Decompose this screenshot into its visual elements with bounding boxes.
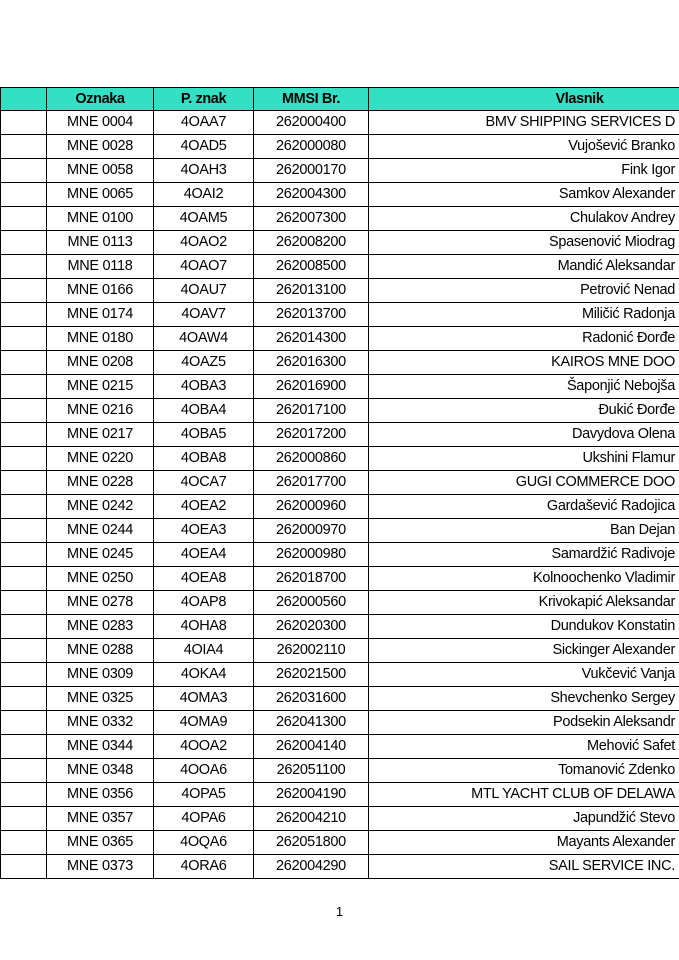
row-blank-cell (1, 519, 47, 543)
oznaka-cell: MNE 0332 (47, 711, 154, 735)
table-row (1, 135, 679, 159)
table-row (1, 423, 679, 447)
table-row (1, 399, 679, 423)
p-znak-cell: 4OBA3 (154, 375, 254, 399)
vlasnik-cell: Šaponjić Nebojša (369, 375, 679, 399)
table-body (1, 111, 679, 879)
table-row (1, 447, 679, 471)
row-blank-cell (1, 639, 47, 663)
oznaka-cell: MNE 0113 (47, 231, 154, 255)
mmsi-cell: 262013100 (254, 279, 369, 303)
vlasnik-cell: Ukshini Flamur (369, 447, 679, 471)
vlasnik-cell: Gardašević Radojica (369, 495, 679, 519)
table-row (1, 735, 679, 759)
oznaka-cell: MNE 0344 (47, 735, 154, 759)
row-blank-cell (1, 159, 47, 183)
row-blank-cell (1, 303, 47, 327)
mmsi-cell: 262051100 (254, 759, 369, 783)
header-mmsi: MMSI Br. (254, 88, 369, 111)
oznaka-cell: MNE 0028 (47, 135, 154, 159)
oznaka-cell: MNE 0065 (47, 183, 154, 207)
p-znak-cell: 4OIA4 (154, 639, 254, 663)
p-znak-cell: 4OOA2 (154, 735, 254, 759)
table-row (1, 255, 679, 279)
mmsi-cell: 262004190 (254, 783, 369, 807)
oznaka-cell: MNE 0215 (47, 375, 154, 399)
header-oznaka: Oznaka (47, 88, 154, 111)
header-row (1, 88, 679, 111)
oznaka-cell: MNE 0283 (47, 615, 154, 639)
row-blank-cell (1, 663, 47, 687)
header-vlasnik: Vlasnik (369, 88, 679, 111)
vlasnik-cell: Kolnoochenko Vladimir (369, 567, 679, 591)
oznaka-cell: MNE 0118 (47, 255, 154, 279)
p-znak-cell: 4OAO2 (154, 231, 254, 255)
vlasnik-cell: Shevchenko Sergey (369, 687, 679, 711)
vlasnik-cell: Mehović Safet (369, 735, 679, 759)
p-znak-cell: 4ORA6 (154, 855, 254, 879)
oznaka-cell: MNE 0216 (47, 399, 154, 423)
mmsi-cell: 262018700 (254, 567, 369, 591)
p-znak-cell: 4OMA3 (154, 687, 254, 711)
vlasnik-cell: Chulakov Andrey (369, 207, 679, 231)
vlasnik-cell: Petrović Nenad (369, 279, 679, 303)
table-row (1, 207, 679, 231)
oznaka-cell: MNE 0373 (47, 855, 154, 879)
table-row (1, 303, 679, 327)
page-number: 1 (335, 904, 344, 919)
table-row (1, 855, 679, 879)
table-row (1, 639, 679, 663)
table-row (1, 231, 679, 255)
p-znak-cell: 4OAA7 (154, 111, 254, 135)
mmsi-cell: 262004300 (254, 183, 369, 207)
row-blank-cell (1, 543, 47, 567)
p-znak-cell: 4OAD5 (154, 135, 254, 159)
row-blank-cell (1, 567, 47, 591)
table-row (1, 831, 679, 855)
oznaka-cell: MNE 0100 (47, 207, 154, 231)
p-znak-cell: 4OAU7 (154, 279, 254, 303)
mmsi-cell: 262017700 (254, 471, 369, 495)
oznaka-cell: MNE 0357 (47, 807, 154, 831)
table-row (1, 543, 679, 567)
oznaka-cell: MNE 0348 (47, 759, 154, 783)
row-blank-cell (1, 375, 47, 399)
header-blank-cell (1, 88, 47, 111)
p-znak-cell: 4OBA5 (154, 423, 254, 447)
vlasnik-cell: Krivokapić Aleksandar (369, 591, 679, 615)
row-blank-cell (1, 279, 47, 303)
table-row (1, 783, 679, 807)
p-znak-cell: 4OMA9 (154, 711, 254, 735)
row-blank-cell (1, 735, 47, 759)
vlasnik-cell: Davydova Olena (369, 423, 679, 447)
table-row (1, 159, 679, 183)
p-znak-cell: 4OEA2 (154, 495, 254, 519)
p-znak-cell: 4OEA3 (154, 519, 254, 543)
mmsi-cell: 262000980 (254, 543, 369, 567)
oznaka-cell: MNE 0180 (47, 327, 154, 351)
vlasnik-cell: Dundukov Konstatin (369, 615, 679, 639)
vlasnik-cell: KAIROS MNE DOO (369, 351, 679, 375)
table-row (1, 327, 679, 351)
oznaka-cell: MNE 0244 (47, 519, 154, 543)
table-row (1, 663, 679, 687)
oznaka-cell: MNE 0242 (47, 495, 154, 519)
table-row (1, 351, 679, 375)
p-znak-cell: 4OPA5 (154, 783, 254, 807)
mmsi-cell: 262004140 (254, 735, 369, 759)
row-blank-cell (1, 759, 47, 783)
vlasnik-cell: Vukčević Vanja (369, 663, 679, 687)
row-blank-cell (1, 327, 47, 351)
p-znak-cell: 4OOA6 (154, 759, 254, 783)
table-row (1, 567, 679, 591)
p-znak-cell: 4OEA8 (154, 567, 254, 591)
vlasnik-cell: Samardžić Radivoje (369, 543, 679, 567)
oznaka-cell: MNE 0228 (47, 471, 154, 495)
table-header (1, 88, 679, 111)
vlasnik-cell: Sickinger Alexander (369, 639, 679, 663)
mmsi-cell: 262013700 (254, 303, 369, 327)
p-znak-cell: 4OBA4 (154, 399, 254, 423)
oznaka-cell: MNE 0250 (47, 567, 154, 591)
oznaka-cell: MNE 0325 (47, 687, 154, 711)
table-row (1, 591, 679, 615)
row-blank-cell (1, 231, 47, 255)
oznaka-cell: MNE 0365 (47, 831, 154, 855)
oznaka-cell: MNE 0174 (47, 303, 154, 327)
vlasnik-cell: Japundžić Stevo (369, 807, 679, 831)
vlasnik-cell: SAIL SERVICE INC. (369, 855, 679, 879)
p-znak-cell: 4OAP8 (154, 591, 254, 615)
oznaka-cell: MNE 0278 (47, 591, 154, 615)
row-blank-cell (1, 687, 47, 711)
mmsi-cell: 262014300 (254, 327, 369, 351)
table-row (1, 807, 679, 831)
row-blank-cell (1, 711, 47, 735)
mmsi-cell: 262021500 (254, 663, 369, 687)
mmsi-cell: 262016900 (254, 375, 369, 399)
row-blank-cell (1, 591, 47, 615)
vlasnik-cell: Ban Dejan (369, 519, 679, 543)
table-row (1, 375, 679, 399)
vlasnik-cell: Tomanović Zdenko (369, 759, 679, 783)
row-blank-cell (1, 351, 47, 375)
mmsi-cell: 262000080 (254, 135, 369, 159)
row-blank-cell (1, 831, 47, 855)
vlasnik-cell: Radonić Đorđe (369, 327, 679, 351)
p-znak-cell: 4OEA4 (154, 543, 254, 567)
row-blank-cell (1, 783, 47, 807)
vlasnik-cell: BMV SHIPPING SERVICES D (369, 111, 679, 135)
oznaka-cell: MNE 0220 (47, 447, 154, 471)
vlasnik-cell: GUGI COMMERCE DOO (369, 471, 679, 495)
row-blank-cell (1, 135, 47, 159)
row-blank-cell (1, 111, 47, 135)
row-blank-cell (1, 615, 47, 639)
vlasnik-cell: Đukić Đorđe (369, 399, 679, 423)
table-row (1, 471, 679, 495)
p-znak-cell: 4OQA6 (154, 831, 254, 855)
mmsi-cell: 262004210 (254, 807, 369, 831)
mmsi-cell: 262008500 (254, 255, 369, 279)
mmsi-cell: 262031600 (254, 687, 369, 711)
p-znak-cell: 4OAM5 (154, 207, 254, 231)
mmsi-cell: 262016300 (254, 351, 369, 375)
registry-table (0, 87, 679, 879)
oznaka-cell: MNE 0166 (47, 279, 154, 303)
table-row (1, 183, 679, 207)
row-blank-cell (1, 855, 47, 879)
p-znak-cell: 4OAI2 (154, 183, 254, 207)
row-blank-cell (1, 447, 47, 471)
oznaka-cell: MNE 0288 (47, 639, 154, 663)
table-row (1, 495, 679, 519)
row-blank-cell (1, 423, 47, 447)
vlasnik-cell: MTL YACHT CLUB OF DELAWA (369, 783, 679, 807)
row-blank-cell (1, 399, 47, 423)
mmsi-cell: 262004290 (254, 855, 369, 879)
oznaka-cell: MNE 0356 (47, 783, 154, 807)
table-row (1, 111, 679, 135)
oznaka-cell: MNE 0309 (47, 663, 154, 687)
table-row (1, 279, 679, 303)
row-blank-cell (1, 255, 47, 279)
row-blank-cell (1, 807, 47, 831)
mmsi-cell: 262000860 (254, 447, 369, 471)
mmsi-cell: 262000970 (254, 519, 369, 543)
table-row (1, 615, 679, 639)
mmsi-cell: 262051800 (254, 831, 369, 855)
p-znak-cell: 4OKA4 (154, 663, 254, 687)
p-znak-cell: 4OAH3 (154, 159, 254, 183)
oznaka-cell: MNE 0058 (47, 159, 154, 183)
p-znak-cell: 4OPA6 (154, 807, 254, 831)
mmsi-cell: 262020300 (254, 615, 369, 639)
registry-table-container (0, 87, 679, 879)
mmsi-cell: 262008200 (254, 231, 369, 255)
row-blank-cell (1, 183, 47, 207)
p-znak-cell: 4OAW4 (154, 327, 254, 351)
p-znak-cell: 4OAZ5 (154, 351, 254, 375)
table-row (1, 519, 679, 543)
p-znak-cell: 4OBA8 (154, 447, 254, 471)
vlasnik-cell: Mayants Alexander (369, 831, 679, 855)
vlasnik-cell: Miličić Radonja (369, 303, 679, 327)
vlasnik-cell: Samkov Alexander (369, 183, 679, 207)
oznaka-cell: MNE 0208 (47, 351, 154, 375)
table-row (1, 687, 679, 711)
mmsi-cell: 262002110 (254, 639, 369, 663)
mmsi-cell: 262000560 (254, 591, 369, 615)
table-row (1, 759, 679, 783)
vlasnik-cell: Fink Igor (369, 159, 679, 183)
row-blank-cell (1, 471, 47, 495)
vlasnik-cell: Vujošević Branko (369, 135, 679, 159)
p-znak-cell: 4OAO7 (154, 255, 254, 279)
mmsi-cell: 262041300 (254, 711, 369, 735)
mmsi-cell: 262017100 (254, 399, 369, 423)
row-blank-cell (1, 207, 47, 231)
p-znak-cell: 4OCA7 (154, 471, 254, 495)
row-blank-cell (1, 495, 47, 519)
mmsi-cell: 262017200 (254, 423, 369, 447)
mmsi-cell: 262000170 (254, 159, 369, 183)
p-znak-cell: 4OHA8 (154, 615, 254, 639)
vlasnik-cell: Podsekin Aleksandr (369, 711, 679, 735)
mmsi-cell: 262000400 (254, 111, 369, 135)
mmsi-cell: 262007300 (254, 207, 369, 231)
vlasnik-cell: Mandić Aleksandar (369, 255, 679, 279)
mmsi-cell: 262000960 (254, 495, 369, 519)
oznaka-cell: MNE 0004 (47, 111, 154, 135)
table-row (1, 711, 679, 735)
vlasnik-cell: Spasenović Miodrag (369, 231, 679, 255)
header-p-znak: P. znak (154, 88, 254, 111)
oznaka-cell: MNE 0217 (47, 423, 154, 447)
p-znak-cell: 4OAV7 (154, 303, 254, 327)
oznaka-cell: MNE 0245 (47, 543, 154, 567)
